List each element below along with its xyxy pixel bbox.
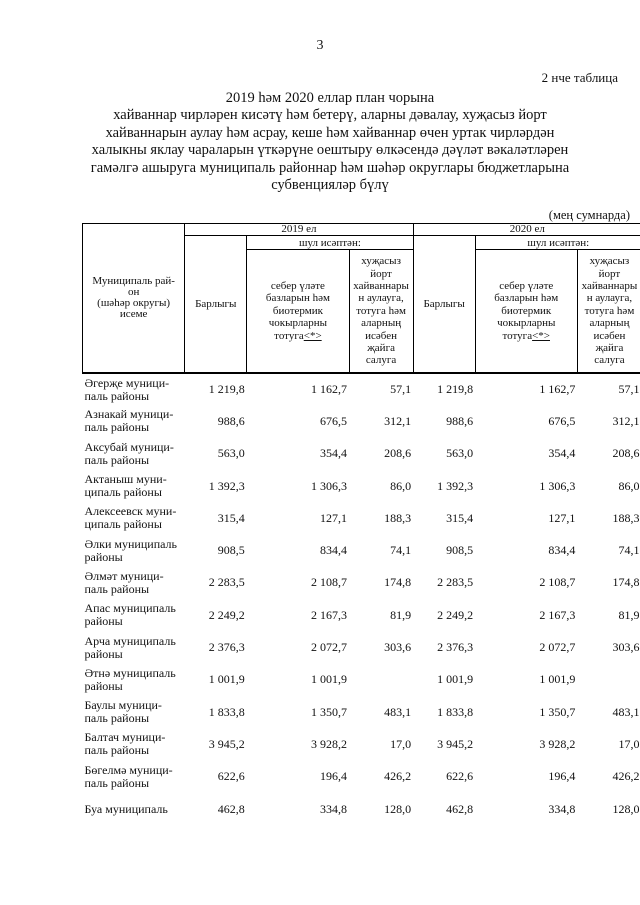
value-bio-2020: 2 108,7 [539,575,576,590]
municipality-name: Балтач муници- паль районы [84,730,166,758]
value-bio-2020: 1 350,7 [539,704,576,719]
value-total-2019: 2 376,3 [208,640,245,655]
table-row [83,373,640,405]
table-row [83,405,640,437]
municipality-name: Арча муниципаль районы [84,633,176,661]
value-stray-2020: 17,0 [618,736,640,751]
title-line: 2019 һәм 2020 еллар план чорына [225,90,435,106]
column-header-bio-2019: себер үләте базларын һәм биотермик чокырларны тотуга<*> [247,250,349,374]
value-bio-2019: 1 306,3 [311,478,348,493]
municipality-name: Әлмәт муници- паль районы [84,568,164,596]
table-row [83,534,640,566]
value-bio-2019: 196,4 [320,769,348,784]
value-total-2020: 1 392,3 [437,478,474,493]
footnote-mark: <*> [532,329,550,342]
value-bio-2020: 1 306,3 [539,478,576,493]
value-total-2020: 622,6 [446,769,474,784]
value-stray-2019: 74,1 [390,543,412,558]
value-stray-2020: 483,1 [612,704,640,719]
table-body [83,373,640,825]
value-stray-2020: 128,0 [612,801,640,816]
value-bio-2020: 834,4 [548,543,576,558]
value-bio-2020: 3 928,2 [539,736,576,751]
document-title [90,90,570,194]
value-bio-2020: 334,8 [548,801,576,816]
value-total-2020: 2 376,3 [437,640,474,655]
value-bio-2019: 1 350,7 [311,704,348,719]
value-total-2019: 1 392,3 [208,478,245,493]
municipality-name: Бөгелмә муници- паль районы [84,762,173,790]
value-bio-2020: 196,4 [548,769,576,784]
value-total-2019: 315,4 [217,510,245,525]
value-stray-2019: 426,2 [384,769,412,784]
municipality-name: Алексеевск муни- ципаль районы [84,504,177,532]
value-total-2019: 988,6 [217,413,245,428]
municipality-name: Актаныш муни- ципаль районы [84,472,167,500]
value-bio-2020: 1 162,7 [539,382,576,397]
table-row [83,567,640,599]
value-total-2020: 988,6 [446,413,474,428]
table-row [83,470,640,502]
title-line: гамәлгә ашыруга муниципаль районнар һәм шәһәр округлары бюджетларына [90,159,570,176]
value-bio-2019: 2 108,7 [311,575,348,590]
municipality-name: Апас муниципаль районы [84,601,176,629]
value-bio-2019: 3 928,2 [311,736,348,751]
value-stray-2020: 426,2 [612,769,640,784]
value-total-2020: 315,4 [446,510,474,525]
subvention-table [82,223,640,825]
value-total-2020: 3 945,2 [437,736,474,751]
value-stray-2020: 208,6 [612,446,640,461]
municipality-name: Азнакай муници- паль районы [84,407,174,435]
value-total-2020: 563,0 [446,446,474,461]
value-bio-2020: 676,5 [548,413,576,428]
value-bio-2019: 334,8 [320,801,348,816]
column-header-of-which-2019: шул исәптән: [247,236,413,250]
municipality-name: Баулы муници- паль районы [84,698,162,726]
column-header-bio-2020: себер үләте базларын һәм биотермик чокырларны тотуга<*> [475,250,577,374]
value-stray-2019: 86,0 [390,478,412,493]
value-bio-2019: 127,1 [320,510,348,525]
table-row [83,696,640,728]
value-bio-2020: 354,4 [548,446,576,461]
value-total-2020: 1 833,8 [437,704,474,719]
value-stray-2019 [349,664,413,696]
value-stray-2020: 86,0 [618,478,640,493]
value-total-2020: 1 001,9 [437,672,474,687]
table-row [83,793,640,825]
table-row [83,631,640,663]
value-total-2020: 2 249,2 [437,607,474,622]
value-total-2020: 908,5 [446,543,474,558]
column-header-stray-2020: хуҗасыз йорт хайваннары н аулауга, тотуга һәм аларның исәбен җайга салуга [577,250,640,374]
value-bio-2019: 1 162,7 [311,382,348,397]
value-total-2019: 1 833,8 [208,704,245,719]
value-total-2020: 462,8 [446,801,474,816]
value-stray-2020: 57,1 [618,382,640,397]
column-header-total-2019: Барлыгы [185,236,247,374]
value-total-2020: 1 219,8 [437,382,474,397]
value-stray-2020: 74,1 [618,543,640,558]
page-number: 3 [316,38,324,53]
value-bio-2019: 1 001,9 [311,672,348,687]
value-stray-2020 [577,664,640,696]
table-row [83,664,640,696]
value-stray-2019: 174,8 [384,575,412,590]
table-row [83,599,640,631]
value-bio-2019: 354,4 [320,446,348,461]
value-stray-2019: 128,0 [384,801,412,816]
title-line: хайваннар чирләрен кисәтү һәм бетерү, аларны дәвалау, хуҗасыз йорт [113,107,547,124]
value-total-2019: 1 001,9 [208,672,245,687]
value-bio-2019: 834,4 [320,543,348,558]
column-header-stray-2019: хуҗасыз йорт хайваннары н аулауга, тотуга һәм аларның исәбен җайга салуга [349,250,413,374]
title-line: субвенцияләр бүлү [271,177,389,194]
municipality-name: Аксубай муници- паль районы [84,439,174,467]
value-bio-2019: 676,5 [320,413,348,428]
municipality-name: Әтнә муниципаль районы [84,665,176,693]
value-stray-2020: 312,1 [612,413,640,428]
value-total-2019: 462,8 [217,801,245,816]
value-stray-2020: 174,8 [612,575,640,590]
units-note: (мең сумнарда) [548,208,630,222]
column-header-name: Муниципаль рай- он (шәһәр округы) исеме [83,224,185,374]
value-stray-2019: 81,9 [390,607,412,622]
value-stray-2020: 188,3 [612,510,640,525]
value-stray-2020: 303,6 [612,640,640,655]
value-stray-2019: 312,1 [384,413,412,428]
table-label: 2 нче таблица [541,70,618,85]
value-bio-2019: 2 072,7 [311,640,348,655]
municipality-name: Әлки муниципаль районы [84,536,178,564]
value-stray-2019: 17,0 [390,736,412,751]
value-stray-2019: 483,1 [384,704,412,719]
column-header-2020: 2020 ел [413,224,640,236]
table-row [83,438,640,470]
value-total-2019: 908,5 [217,543,245,558]
column-header-2019: 2019 ел [185,224,413,236]
value-total-2019: 622,6 [217,769,245,784]
value-bio-2020: 2 167,3 [539,607,576,622]
table-row [83,761,640,793]
value-stray-2019: 57,1 [390,382,412,397]
value-total-2019: 1 219,8 [208,382,245,397]
value-bio-2019: 2 167,3 [311,607,348,622]
value-total-2019: 563,0 [217,446,245,461]
value-total-2019: 3 945,2 [208,736,245,751]
value-bio-2020: 2 072,7 [539,640,576,655]
value-total-2019: 2 249,2 [208,607,245,622]
footnote-mark: <*> [303,329,322,342]
table-row [83,728,640,760]
table-row [83,502,640,534]
value-bio-2020: 127,1 [548,510,576,525]
column-header-total-2020: Барлыгы [413,236,475,374]
municipality-name: Буа муниципаль [84,801,168,816]
value-total-2020: 2 283,5 [437,575,474,590]
municipality-name: Әгерҗе муници- паль районы [84,375,170,403]
title-line: хайваннарын аулау һәм асрау, кеше һәм хайваннар өчен уртак чирләрдән [105,124,555,141]
column-header-of-which-2020: шул исәптән: [475,236,640,250]
value-stray-2020: 81,9 [618,607,640,622]
value-stray-2019: 208,6 [384,446,412,461]
value-bio-2020: 1 001,9 [539,672,576,687]
value-total-2019: 2 283,5 [208,575,245,590]
value-stray-2019: 303,6 [384,640,412,655]
title-line: халыкны яклау чараларын үткәрүне оештыру өлкәсендә дәүләт вәкаләтләрен [91,142,569,159]
value-stray-2019: 188,3 [384,510,412,525]
